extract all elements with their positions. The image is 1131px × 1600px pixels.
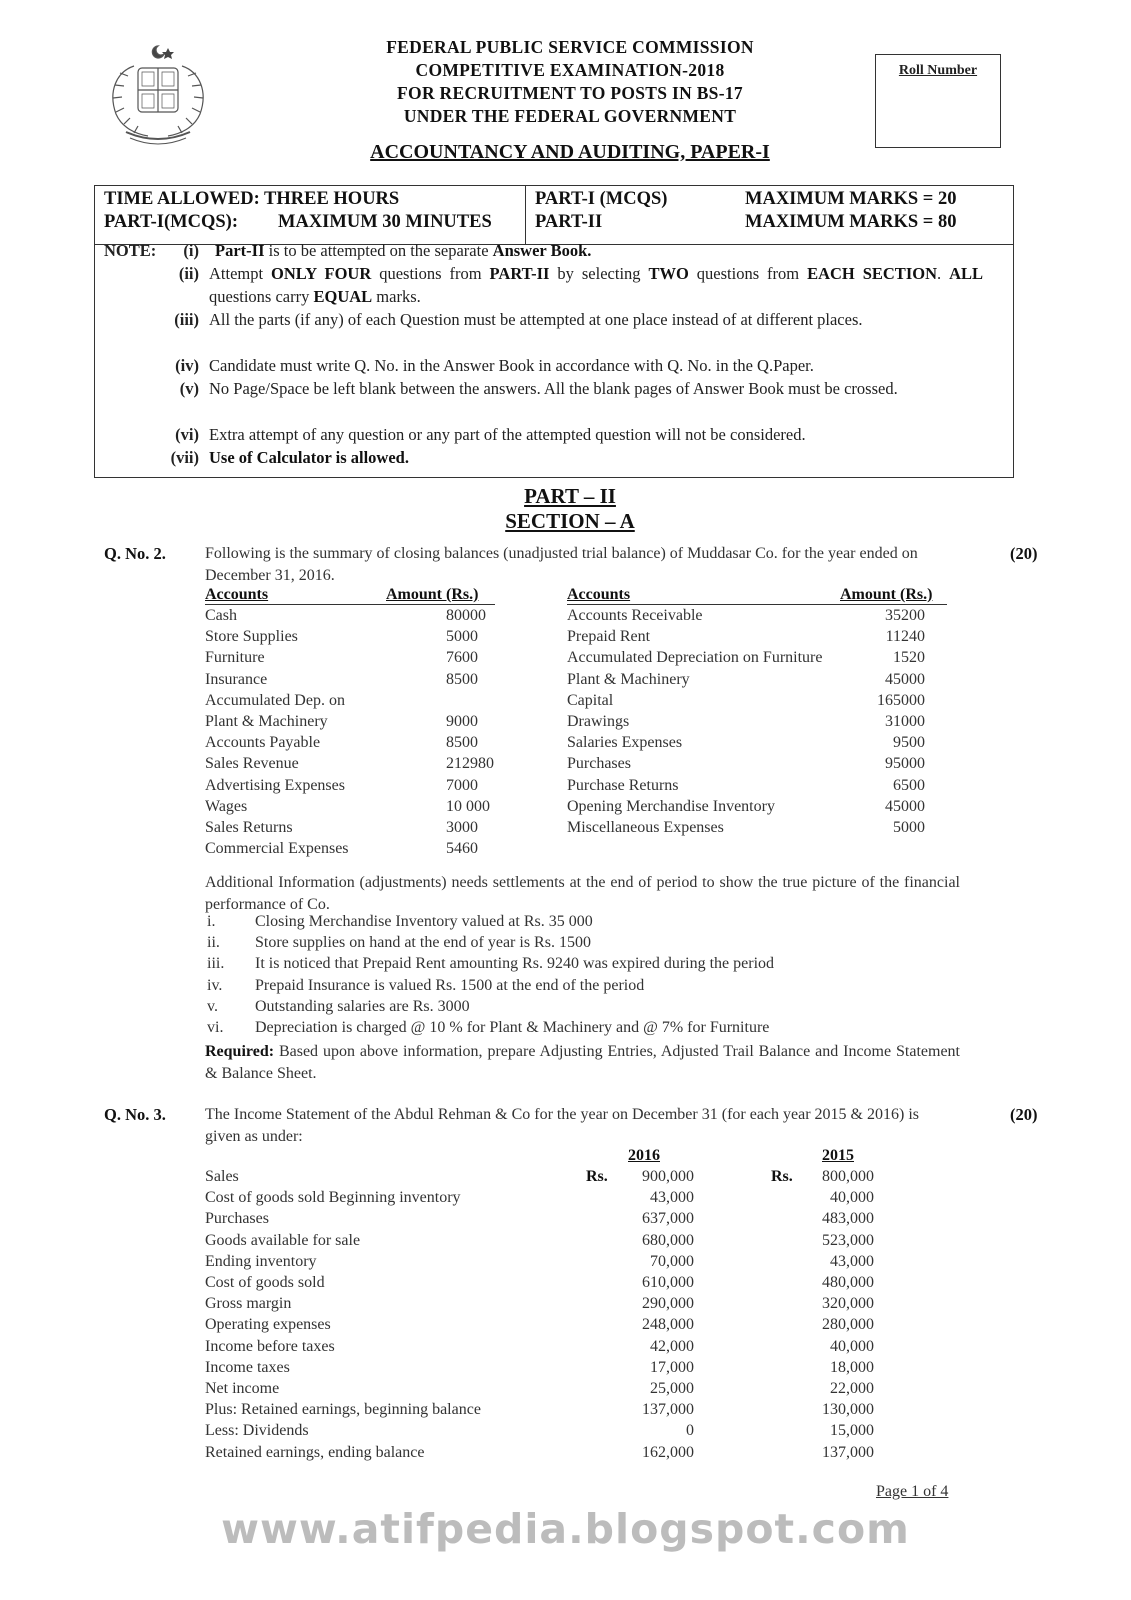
- q2-left-amount: 8500: [446, 734, 478, 752]
- header-line-2: COMPETITIVE EXAMINATION-2018: [415, 60, 725, 80]
- note-item: [95, 377, 1013, 423]
- q2-right-amount: 45000: [885, 670, 925, 688]
- instructions-box: [94, 185, 1014, 478]
- note-text-part: questions carry: [209, 287, 314, 306]
- q2-left-head-accounts: Accounts: [205, 586, 269, 603]
- q2-adjustment-text: Depreciation is charged @ 10 % for Plant & Machinery and @ 7% for Furniture: [255, 1019, 770, 1036]
- note-text-part: TWO: [648, 264, 689, 283]
- note-text-part: ONLY FOUR: [271, 264, 372, 283]
- q2-right-account: Drawings: [567, 713, 630, 730]
- q2-right-account: Prepaid Rent: [567, 628, 651, 646]
- q2-right-account: Purchase Returns: [567, 776, 679, 794]
- q3-value-2016: 70,000: [650, 1252, 694, 1270]
- q3-value-2015: 320,000: [822, 1295, 874, 1313]
- note-label: NOTE:: [104, 241, 157, 260]
- header-line-4: UNDER THE FEDERAL GOVERNMENT: [403, 106, 737, 126]
- q2-right-amount: 6500: [893, 776, 925, 794]
- q2-left-amount: 3000: [446, 819, 478, 836]
- q2-left-account: Commercial Expenses: [205, 840, 349, 858]
- note-text-part: Candidate must write Q. No. in the Answer Book in accordance with Q. No. in the Q.Paper.: [209, 356, 814, 375]
- q3-row-label: Less: Dividends: [205, 1422, 309, 1440]
- q3-value-2015: 18,000: [830, 1358, 874, 1376]
- q2-marks: (20): [1010, 544, 1038, 563]
- note-number: (iv): [175, 356, 199, 375]
- note-text-part: Use of Calculator is allowed.: [209, 448, 409, 467]
- government-emblem-icon: [98, 42, 218, 150]
- q2-required: [205, 1041, 960, 1084]
- q2-right-amount: 165000: [877, 691, 925, 709]
- page-number: Page 1 of 4: [876, 1483, 949, 1500]
- watermark: www.atifpedia.blogspot.com: [221, 1505, 910, 1553]
- note-text: [209, 423, 983, 446]
- q2-adjustment-text: It is noticed that Prepaid Rent amounting Rs. 9240 was expired during the period: [255, 955, 775, 973]
- q3-value-2015: 40,000: [830, 1337, 874, 1355]
- q2-right-head-amount: Amount (Rs.): [840, 586, 933, 603]
- part-ii-label: PART-II: [535, 212, 603, 232]
- time-allowed-text: TIME ALLOWED: THREE HOURS: [104, 189, 400, 209]
- note-number: (vii): [170, 448, 199, 467]
- note-text-part: Extra attempt of any question or any part of the attempted question will not be considered.: [209, 425, 806, 444]
- q2-right-amount: 9500: [893, 734, 925, 752]
- roll-number-label: Roll Number: [898, 63, 978, 78]
- q3-value-2016: 17,000: [650, 1358, 694, 1376]
- note-text: [209, 354, 983, 377]
- header-line-3: FOR RECRUITMENT TO POSTS IN BS-17: [397, 83, 743, 103]
- q3-row-label: Sales: [205, 1168, 239, 1185]
- q3-value-2015: 40,000: [830, 1189, 874, 1207]
- q2-intro: Following is the summary of closing balances (unadjusted trial balance) of Muddasar Co. for the year ended on December 31, 2016.: [205, 545, 918, 584]
- note-item: [95, 308, 1013, 354]
- section-title: SECTION – A: [505, 509, 635, 533]
- note-text-part: Answer Book.: [492, 241, 592, 260]
- q3-value-2015: 523,000: [822, 1231, 874, 1249]
- q3-row-label: Income before taxes: [205, 1337, 335, 1355]
- q2-right-head-accounts: Accounts: [567, 586, 631, 603]
- note-text: [209, 446, 983, 469]
- q3-value-2015: 22,000: [830, 1380, 874, 1397]
- note-number: (i): [183, 241, 199, 260]
- q2-left-account: Sales Returns: [205, 819, 293, 836]
- divider: [525, 186, 526, 244]
- q2-right-amount: 45000: [885, 797, 925, 815]
- note-text-part: Part-II: [215, 241, 265, 260]
- q2-left-head-underline: [205, 604, 495, 605]
- q3-value-2015: 480,000: [822, 1274, 874, 1291]
- part-title: PART – II: [524, 484, 616, 508]
- q3-value-2016: 680,000: [642, 1231, 694, 1249]
- q3-value-2016: 637,000: [642, 1210, 694, 1228]
- q3-year-2015: 2015: [822, 1147, 854, 1164]
- note-text-part: by selecting: [549, 264, 649, 283]
- q2-left-account: Sales Revenue: [205, 755, 299, 773]
- q3-row-label: Cost of goods sold Beginning inventory: [205, 1189, 461, 1207]
- q2-right-account: Accounts Receivable: [567, 607, 703, 624]
- q3-row-label: Retained earnings, ending balance: [205, 1443, 425, 1461]
- q2-adjustment-text: Prepaid Insurance is valued Rs. 1500 at the end of the period: [255, 976, 645, 994]
- note-text: [209, 262, 983, 308]
- note-text-part: questions from: [688, 264, 808, 283]
- q2-left-account: Accumulated Dep. on: [205, 691, 345, 709]
- q2-left-account: Insurance: [205, 670, 268, 688]
- part-i-label: PART-I (MCQS): [535, 189, 668, 209]
- q2-adjustment-number: vi.: [207, 1019, 224, 1036]
- note-number: (vi): [175, 425, 199, 444]
- q2-adjustment-text: Store supplies on hand at the end of year is Rs. 1500: [255, 934, 591, 952]
- q3-value-2016: 0: [686, 1422, 694, 1440]
- q2-right-amount: 31000: [885, 713, 925, 730]
- note-text: [209, 377, 983, 400]
- q3-value-2016: 42,000: [650, 1337, 694, 1355]
- q3-marks: (20): [1010, 1105, 1038, 1124]
- q2-required-text: Based upon above information, prepare Adjusting Entries, Adjusted Trail Balance and Income Statement & Balance Sheet.: [205, 1043, 960, 1082]
- note-text-part: Attempt: [209, 264, 272, 283]
- note-text-part: EACH SECTION: [807, 264, 937, 283]
- q3-row-label: Net income: [205, 1380, 280, 1397]
- q3-value-2016: 43,000: [650, 1189, 694, 1207]
- q3-number: Q. No. 3.: [104, 1105, 166, 1124]
- q2-left-account: Cash: [205, 607, 237, 624]
- note-number: (iii): [174, 310, 199, 329]
- q2-right-head-underline: [567, 604, 947, 605]
- q3-currency-2015: Rs.: [771, 1168, 793, 1185]
- q2-left-amount: 7000: [446, 776, 478, 794]
- q2-right-amount: 5000: [893, 819, 925, 836]
- note-item: [95, 354, 1013, 377]
- q2-adjustment-text: Outstanding salaries are Rs. 3000: [255, 997, 470, 1015]
- q2-left-account: Plant & Machinery: [205, 713, 328, 730]
- roll-number-box: [875, 54, 1001, 148]
- q3-value-2016: 610,000: [642, 1274, 694, 1291]
- q3-value-2016: 137,000: [642, 1401, 694, 1419]
- q2-adjustment-number: iii.: [207, 955, 225, 973]
- q2-left-account: Advertising Expenses: [205, 776, 345, 794]
- q3-row-label: Ending inventory: [205, 1252, 317, 1270]
- q2-left-amount: 9000: [446, 713, 478, 730]
- q3-row-label: Plus: Retained earnings, beginning balance: [205, 1401, 481, 1419]
- note-number: (ii): [178, 264, 199, 283]
- q3-value-2015: 15,000: [830, 1422, 874, 1440]
- q3-year-2016: 2016: [628, 1147, 660, 1164]
- q2-adjustment-number: v.: [207, 997, 218, 1015]
- note-text-part: All the parts (if any) of each Question must be attempted at one place instead of at different places.: [209, 310, 863, 329]
- header-line-1: FEDERAL PUBLIC SERVICE COMMISSION: [386, 37, 754, 57]
- paper-title: ACCOUNTANCY AND AUDITING, PAPER-I: [370, 141, 770, 163]
- time-allowed-row: [95, 186, 1013, 245]
- note-text-part: questions from: [371, 264, 490, 283]
- note-item: [95, 423, 1013, 446]
- q3-row-label: Gross margin: [205, 1295, 292, 1313]
- q2-right-amount: 35200: [885, 607, 925, 624]
- q3-currency-2016: Rs.: [586, 1168, 608, 1185]
- q2-adjustment-number: i.: [207, 913, 216, 930]
- note-text-part: No Page/Space be left blank between the answers. All the blank pages of Answer Book must be crossed.: [209, 379, 898, 398]
- q2-left-amount: 80000: [446, 607, 486, 624]
- part-ii-marks: MAXIMUM MARKS = 80: [745, 212, 957, 232]
- note-item: [95, 262, 1013, 308]
- note-item: [95, 239, 1013, 262]
- q3-intro: The Income Statement of the Abdul Rehman & Co for the year on December 31 (for each year 2015 & 2016) is given as under:: [205, 1106, 919, 1145]
- q2-adjustment-text: Closing Merchandise Inventory valued at Rs. 35 000: [255, 913, 593, 930]
- q3-value-2015: 130,000: [822, 1401, 874, 1419]
- q3-value-2015: 43,000: [830, 1252, 874, 1270]
- part-i-marks: MAXIMUM MARKS = 20: [745, 189, 957, 209]
- q3-value-2015: 280,000: [822, 1316, 874, 1334]
- q2-right-account: Salaries Expenses: [567, 734, 683, 752]
- q2-number: Q. No. 2.: [104, 544, 166, 563]
- q2-right-account: Accumulated Depreciation on Furniture: [567, 649, 823, 667]
- note-text-part: PART-II: [489, 264, 550, 283]
- note-text-part: is to be attempted on the separate: [264, 241, 493, 260]
- q3-value-2015: 800,000: [822, 1168, 874, 1185]
- note-number: (v): [179, 379, 199, 398]
- q3-value-2015: 137,000: [822, 1443, 874, 1461]
- q3-value-2016: 162,000: [642, 1443, 694, 1461]
- q2-left-account: Furniture: [205, 649, 265, 667]
- q2-left-account: Accounts Payable: [205, 734, 321, 752]
- note-item: [95, 446, 1013, 469]
- q2-left-amount: 8500: [446, 670, 478, 688]
- q2-left-account: Wages: [205, 797, 248, 815]
- q2-left-amount: 212980: [446, 755, 494, 773]
- q2-adjustment-number: ii.: [207, 934, 220, 952]
- note-text-part: ALL: [949, 264, 984, 283]
- q3-value-2016: 900,000: [642, 1168, 694, 1185]
- q2-left-head-amount: Amount (Rs.): [386, 586, 479, 603]
- q2-left-amount: 7600: [446, 649, 478, 667]
- note-text-part: .: [937, 264, 950, 283]
- q2-left-amount: 10 000: [446, 797, 490, 815]
- q2-additional-info: Additional Information (adjustments) needs settlements at the end of period to show the true picture of the financial performance of Co.: [205, 874, 960, 913]
- q2-left-amount: 5460: [446, 840, 478, 858]
- q2-left-account: Store Supplies: [205, 628, 298, 646]
- q2-adjustment-number: iv.: [207, 976, 223, 994]
- q2-right-amount: 95000: [885, 755, 925, 773]
- q3-row-label: Operating expenses: [205, 1316, 331, 1334]
- note-text-part: EQUAL: [313, 287, 373, 306]
- q3-row-label: Goods available for sale: [205, 1231, 361, 1249]
- q3-row-label: Income taxes: [205, 1358, 290, 1376]
- q3-value-2016: 290,000: [642, 1295, 694, 1313]
- q2-right-account: Opening Merchandise Inventory: [567, 797, 775, 815]
- q3-row-label: Purchases: [205, 1210, 269, 1228]
- q3-value-2016: 248,000: [642, 1316, 694, 1334]
- mcq-time-value: MAXIMUM 30 MINUTES: [278, 212, 492, 232]
- q3-row-label: Cost of goods sold: [205, 1274, 325, 1291]
- q2-right-account: Miscellaneous Expenses: [567, 819, 724, 836]
- mcq-time-label: PART-I(MCQS):: [104, 212, 238, 232]
- q2-required-label: Required:: [205, 1043, 275, 1060]
- q2-left-amount: 5000: [446, 628, 478, 646]
- q2-right-account: Capital: [567, 691, 614, 709]
- note-text: [209, 308, 983, 331]
- q2-right-amount: 1520: [893, 649, 925, 667]
- q2-right-account: Plant & Machinery: [567, 670, 690, 688]
- q3-value-2015: 483,000: [822, 1210, 874, 1228]
- note-text: [215, 239, 989, 262]
- q3-value-2016: 25,000: [650, 1380, 694, 1397]
- q2-right-account: Purchases: [567, 755, 631, 773]
- note-text-part: marks.: [372, 287, 421, 306]
- q2-right-amount: 11240: [885, 628, 925, 646]
